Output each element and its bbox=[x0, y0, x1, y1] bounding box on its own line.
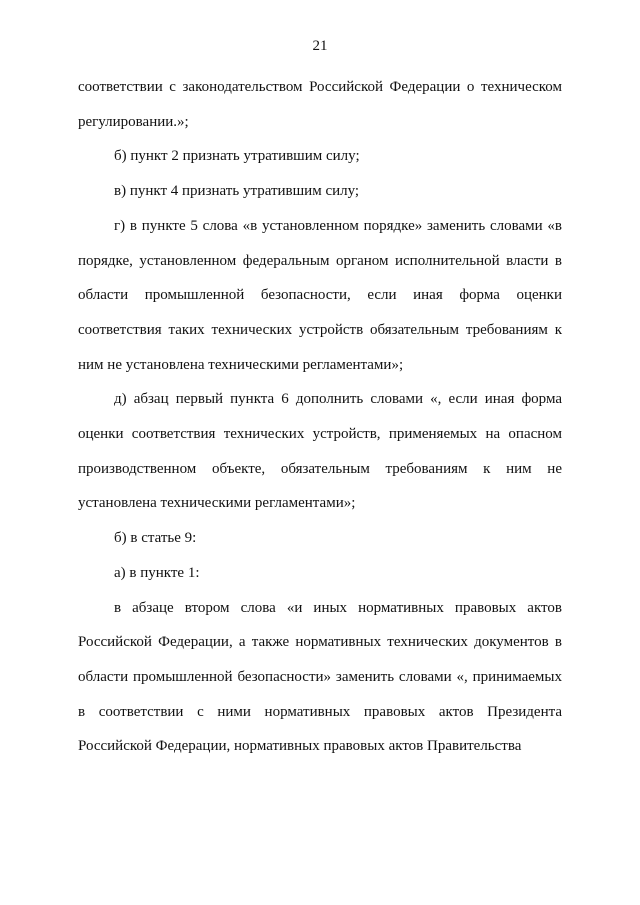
paragraph-a-point-1: а) в пункте 1: bbox=[114, 564, 200, 581]
paragraph-continuation: соответствии с законодательством Российской Федерации о техническом регулировании.»; bbox=[78, 79, 562, 130]
document-body bbox=[78, 70, 562, 764]
paragraph-second-abzac: в абзаце втором слова «и иных нормативных правовых актов Российской Федерации, а также нормативных технических документов в области промышленной безопасности» заменить словами «, принимаемых в соответствии с ними нормативных правовых актов Президента Российской Федерации, нормативных правовых актов Правительства bbox=[78, 599, 562, 755]
paragraph-g-point-5: г) в пункте 5 слова «в установленном порядке» заменить словами «в порядке, установленном федеральным органом исполнительной власти в области промышленной безопасности, если иная форма оценки соответствия таких технических устройств обязательным требованиям к ним не установлена техническими регламентами»; bbox=[78, 217, 562, 373]
paragraph-d-point-6: д) абзац первый пункта 6 дополнить словами «, если иная форма оценки соответствия технических устройств, применяемых на опасном производственном объекте, обязательным требованиям к ним не установлена техническими регламентами»; bbox=[78, 391, 562, 512]
paragraph-v-point-4: в) пункт 4 признать утратившим силу; bbox=[114, 183, 360, 200]
paragraph-b-point-2: б) пункт 2 признать утратившим силу; bbox=[114, 148, 360, 165]
page-number: 21 bbox=[312, 38, 328, 54]
paragraph-article-9: б) в статье 9: bbox=[114, 530, 197, 547]
